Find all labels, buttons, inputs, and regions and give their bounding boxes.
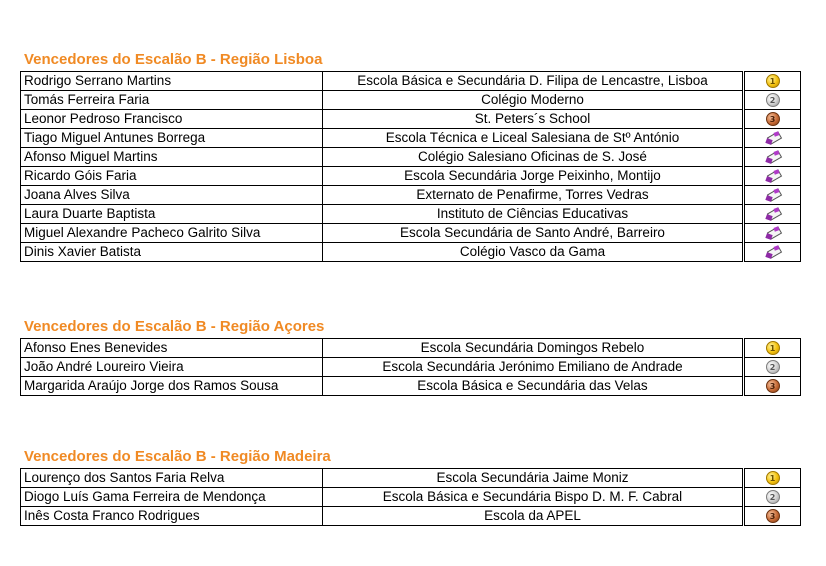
diploma-icon bbox=[765, 188, 781, 202]
award-cell bbox=[745, 148, 801, 167]
student-name: Rodrigo Serrano Martins bbox=[21, 72, 323, 91]
table-row bbox=[21, 186, 801, 205]
section-madeira bbox=[20, 448, 800, 526]
student-name: Miguel Alexandre Pacheco Galrito Silva bbox=[21, 224, 323, 243]
bronze-medal-icon: 3 bbox=[766, 379, 780, 393]
student-name: Tiago Miguel Antunes Borrega bbox=[21, 129, 323, 148]
silver-medal-icon: 2 bbox=[766, 360, 780, 374]
table-row bbox=[21, 167, 801, 186]
student-name: Laura Duarte Baptista bbox=[21, 205, 323, 224]
student-name: João André Loureiro Vieira bbox=[21, 358, 323, 377]
school-name: Escola Básica e Secundária das Velas bbox=[323, 377, 743, 396]
table-row bbox=[21, 507, 801, 526]
student-name: Diogo Luís Gama Ferreira de Mendonça bbox=[21, 488, 323, 507]
table-row bbox=[21, 488, 801, 507]
school-name: Instituto de Ciências Educativas bbox=[323, 205, 743, 224]
school-name: Escola Secundária Domingos Rebelo bbox=[323, 339, 743, 358]
award-cell bbox=[745, 377, 801, 396]
student-name: Lourenço dos Santos Faria Relva bbox=[21, 469, 323, 488]
award-cell bbox=[745, 110, 801, 129]
school-name: Escola Secundária de Santo André, Barreiro bbox=[323, 224, 743, 243]
school-name: Escola da APEL bbox=[323, 507, 743, 526]
school-name: Escola Técnica e Liceal Salesiana de Stº António bbox=[323, 129, 743, 148]
gold-medal-icon: 1 bbox=[766, 341, 780, 355]
school-name: Colégio Vasco da Gama bbox=[323, 243, 743, 262]
student-name: Afonso Miguel Martins bbox=[21, 148, 323, 167]
diploma-icon bbox=[765, 207, 781, 221]
award-cell bbox=[745, 243, 801, 262]
student-name: Dinis Xavier Batista bbox=[21, 243, 323, 262]
diploma-icon bbox=[765, 226, 781, 240]
student-name: Leonor Pedroso Francisco bbox=[21, 110, 323, 129]
section-title: Vencedores do Escalão B - Região Madeira bbox=[24, 448, 331, 465]
table-row bbox=[21, 469, 801, 488]
table-row bbox=[21, 224, 801, 243]
award-cell bbox=[745, 205, 801, 224]
student-name: Joana Alves Silva bbox=[21, 186, 323, 205]
bronze-medal-icon: 3 bbox=[766, 509, 780, 523]
student-name: Margarida Araújo Jorge dos Ramos Sousa bbox=[21, 377, 323, 396]
winners-table bbox=[20, 468, 801, 526]
student-name: Afonso Enes Benevides bbox=[21, 339, 323, 358]
table-row bbox=[21, 148, 801, 167]
table-row bbox=[21, 205, 801, 224]
gold-medal-icon: 1 bbox=[766, 471, 780, 485]
diploma-icon bbox=[765, 245, 781, 259]
table-row bbox=[21, 377, 801, 396]
school-name: Externato de Penafirme, Torres Vedras bbox=[323, 186, 743, 205]
diploma-icon bbox=[765, 169, 781, 183]
award-cell bbox=[745, 167, 801, 186]
table-row bbox=[21, 129, 801, 148]
award-cell bbox=[745, 129, 801, 148]
award-cell bbox=[745, 186, 801, 205]
section-title: Vencedores do Escalão B - Região Lisboa bbox=[24, 51, 323, 68]
award-cell bbox=[745, 488, 801, 507]
school-name: Escola Secundária Jerónimo Emiliano de Andrade bbox=[323, 358, 743, 377]
award-cell bbox=[745, 507, 801, 526]
student-name: Ricardo Góis Faria bbox=[21, 167, 323, 186]
table-row bbox=[21, 243, 801, 262]
award-cell bbox=[745, 339, 801, 358]
table-row bbox=[21, 72, 801, 91]
winners-table bbox=[20, 71, 801, 262]
table-row bbox=[21, 358, 801, 377]
diploma-icon bbox=[765, 131, 781, 145]
award-cell bbox=[745, 224, 801, 243]
bronze-medal-icon: 3 bbox=[766, 112, 780, 126]
table-row bbox=[21, 91, 801, 110]
silver-medal-icon: 2 bbox=[766, 490, 780, 504]
school-name: Escola Básica e Secundária Bispo D. M. F. Cabral bbox=[323, 488, 743, 507]
section-lisboa bbox=[20, 51, 800, 262]
table-row bbox=[21, 110, 801, 129]
school-name: St. Peters´s School bbox=[323, 110, 743, 129]
diploma-icon bbox=[765, 150, 781, 164]
school-name: Escola Secundária Jorge Peixinho, Montijo bbox=[323, 167, 743, 186]
section-title: Vencedores do Escalão B - Região Açores bbox=[24, 318, 325, 335]
school-name: Colégio Salesiano Oficinas de S. José bbox=[323, 148, 743, 167]
award-cell bbox=[745, 469, 801, 488]
award-cell bbox=[745, 358, 801, 377]
section-acores bbox=[20, 318, 800, 396]
silver-medal-icon: 2 bbox=[766, 93, 780, 107]
school-name: Escola Secundária Jaime Moniz bbox=[323, 469, 743, 488]
award-cell bbox=[745, 72, 801, 91]
student-name: Tomás Ferreira Faria bbox=[21, 91, 323, 110]
award-cell bbox=[745, 91, 801, 110]
table-row bbox=[21, 339, 801, 358]
winners-table bbox=[20, 338, 801, 396]
student-name: Inês Costa Franco Rodrigues bbox=[21, 507, 323, 526]
school-name: Colégio Moderno bbox=[323, 91, 743, 110]
gold-medal-icon: 1 bbox=[766, 74, 780, 88]
school-name: Escola Básica e Secundária D. Filipa de Lencastre, Lisboa bbox=[323, 72, 743, 91]
